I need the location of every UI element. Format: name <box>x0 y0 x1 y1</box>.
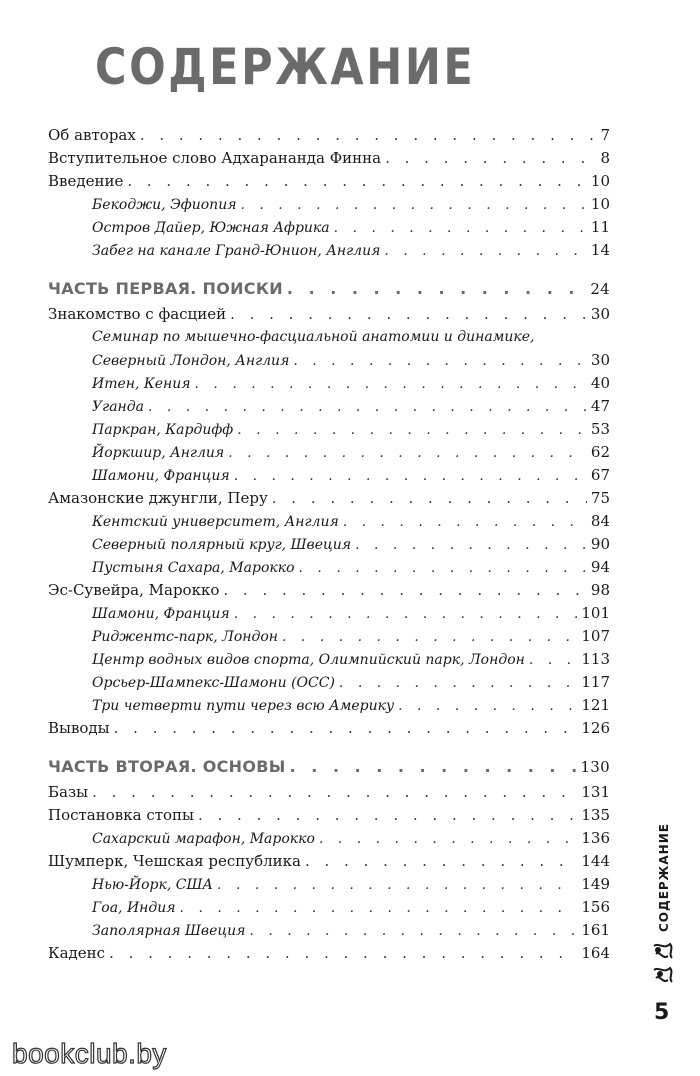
dot-leader <box>217 874 577 897</box>
dot-leader <box>287 274 586 303</box>
toc-entry-page: 24 <box>590 280 610 298</box>
dot-leader <box>299 557 587 580</box>
toc-subentry <box>48 648 610 671</box>
dot-leader <box>385 147 596 170</box>
dot-leader <box>92 781 577 804</box>
toc-entry-page: 107 <box>581 627 610 645</box>
section-gap <box>48 262 610 274</box>
toc-entry-title: Постановка стопы <box>48 806 194 824</box>
toc-entry-title: Центр водных видов спорта, Олимпийский парк, Лондон <box>92 652 525 668</box>
table-of-contents <box>48 124 610 965</box>
dot-leader <box>290 752 577 781</box>
toc-entry-title: Риджентс-парк, Лондон <box>92 629 279 645</box>
toc-entry-title: Семинар по мышечно-фасциальной анатомии и динамике, <box>92 329 535 345</box>
toc-entry <box>48 487 610 510</box>
toc-entry <box>48 804 610 827</box>
dot-leader <box>282 626 577 649</box>
toc-subentry <box>48 533 610 556</box>
toc-entry-page: 8 <box>600 149 610 167</box>
toc-entry-title: Каденс <box>48 944 106 962</box>
toc-entry-title: Остров Дайер, Южная Африка <box>92 220 330 236</box>
dot-leader <box>198 804 577 827</box>
toc-entry-page: 121 <box>581 696 610 714</box>
toc-subentry <box>48 239 610 262</box>
toc-entry-page: 53 <box>590 420 610 438</box>
toc-subentry <box>48 349 610 372</box>
toc-entry-title: Три четверти пути через всю Америку <box>92 698 395 714</box>
toc-entry-title: Шамони, Франция <box>92 468 230 484</box>
toc-entry-page: 10 <box>590 172 610 190</box>
running-header-vertical: СОДЕРЖАНИЕ <box>657 823 671 932</box>
toc-subentry <box>48 694 610 717</box>
toc-entry-title: Шумперк, Чешская республика <box>48 852 301 870</box>
toc-entry <box>48 850 610 873</box>
toc-entry-page: 67 <box>590 466 610 484</box>
toc-subentry <box>48 827 610 850</box>
toc-entry-title: Бекоджи, Эфиопия <box>92 197 237 213</box>
toc-subentry <box>48 873 610 896</box>
dot-leader <box>223 579 587 602</box>
toc-subentry <box>48 919 610 942</box>
watermark: bookclub.by <box>12 1038 167 1069</box>
toc-entry <box>48 124 610 147</box>
toc-entry-title: Сахарский марафон, Марокко <box>92 831 315 847</box>
dot-leader <box>114 717 578 740</box>
toc-entry-page: 7 <box>600 126 610 144</box>
dot-leader <box>334 217 587 240</box>
toc-part-heading <box>48 752 610 781</box>
dot-leader <box>237 419 587 442</box>
page-number: 5 <box>654 1000 670 1025</box>
toc-entry-page: 94 <box>590 558 610 576</box>
dot-leader <box>319 828 577 851</box>
toc-subentry <box>48 441 610 464</box>
toc-subentry <box>48 326 610 349</box>
dot-leader <box>109 942 577 965</box>
toc-entry-page: 117 <box>581 673 610 691</box>
dot-leader <box>249 920 577 943</box>
toc-entry-page: 84 <box>590 512 610 530</box>
dot-leader <box>228 442 587 465</box>
toc-entry-title: Итен, Кения <box>92 376 191 392</box>
toc-subentry <box>48 510 610 533</box>
toc-entry-page: 40 <box>590 374 610 392</box>
toc-entry-page: 11 <box>590 218 610 236</box>
toc-entry-page: 30 <box>590 351 610 369</box>
toc-entry-title: Паркран, Кардифф <box>92 422 234 438</box>
dot-leader <box>234 465 587 488</box>
toc-subentry <box>48 896 610 919</box>
toc-entry-title: Вступительное слово Адхарананда Финна <box>48 149 382 167</box>
toc-entry-title: Пустыня Сахара, Марокко <box>92 560 295 576</box>
dot-leader <box>398 695 577 718</box>
toc-entry-title: Базы <box>48 783 89 801</box>
dot-leader <box>343 511 587 534</box>
toc-entry-title: Кентский университет, Англия <box>92 514 339 530</box>
toc-subentry <box>48 464 610 487</box>
toc-entry-page: 126 <box>581 719 610 737</box>
toc-entry-title: Нью-Йорк, США <box>92 877 214 893</box>
toc-entry-title: Знакомство с фасцией <box>48 305 227 323</box>
toc-entry <box>48 147 610 170</box>
toc-entry-title: Заполярная Швеция <box>92 923 246 939</box>
toc-entry-title: Об авторах <box>48 126 136 144</box>
dot-leader <box>529 649 578 672</box>
toc-subentry <box>48 671 610 694</box>
section-gap <box>48 740 610 752</box>
toc-entry <box>48 303 610 326</box>
toc-entry-title: Шамони, Франция <box>92 606 230 622</box>
toc-entry-page: 135 <box>581 806 610 824</box>
toc-entry-title: Амазонские джунгли, Перу <box>48 489 268 507</box>
toc-entry-page: 130 <box>580 758 610 776</box>
toc-entry-page: 131 <box>581 783 610 801</box>
toc-entry-page: 14 <box>590 241 610 259</box>
toc-subentry <box>48 395 610 418</box>
toc-entry <box>48 170 610 193</box>
toc-entry-title: Северный Лондон, Англия <box>92 353 290 369</box>
toc-entry <box>48 781 610 804</box>
publisher-logo-icon <box>650 940 678 990</box>
toc-part-heading <box>48 274 610 303</box>
toc-entry-page: 136 <box>581 829 610 847</box>
dot-leader <box>234 603 578 626</box>
toc-entry-title: Йоркшир, Англия <box>92 445 225 461</box>
toc-entry-title: Введение <box>48 172 124 190</box>
toc-entry-page: 75 <box>590 489 610 507</box>
toc-entry-title: ЧАСТЬ ПЕРВАЯ. ПОИСКИ <box>48 279 283 298</box>
toc-entry-page: 30 <box>590 305 610 323</box>
toc-subentry <box>48 372 610 395</box>
toc-subentry <box>48 193 610 216</box>
dot-leader <box>148 396 587 419</box>
page-title: СОДЕРЖАНИЕ <box>95 38 476 96</box>
toc-entry-title: Гоа, Индия <box>92 900 176 916</box>
toc-entry-title: Эс-Сувейра, Марокко <box>48 581 220 599</box>
toc-entry-title: Забег на канале Гранд-Юнион, Англия <box>92 243 381 259</box>
toc-entry-title: Уганда <box>92 399 144 415</box>
toc-subentry <box>48 216 610 239</box>
toc-entry-page: 101 <box>581 604 610 622</box>
toc-entry-page: 144 <box>581 852 610 870</box>
toc-subentry <box>48 625 610 648</box>
toc-entry-page: 62 <box>590 443 610 461</box>
toc-entry-page: 90 <box>590 535 610 553</box>
dot-leader <box>230 303 587 326</box>
toc-entry-title: Северный полярный круг, Швеция <box>92 537 352 553</box>
dot-leader <box>384 240 587 263</box>
dot-leader <box>305 850 577 873</box>
dot-leader <box>293 350 587 373</box>
dot-leader <box>195 373 587 396</box>
dot-leader <box>180 897 578 920</box>
toc-entry-page: 161 <box>581 921 610 939</box>
dot-leader <box>355 534 587 557</box>
toc-entry-page: 164 <box>581 944 610 962</box>
toc-entry-page: 156 <box>581 898 610 916</box>
dot-leader <box>272 487 587 510</box>
dot-leader <box>140 124 597 147</box>
toc-subentry <box>48 556 610 579</box>
toc-entry-title: ЧАСТЬ ВТОРАЯ. ОСНОВЫ <box>48 757 286 776</box>
toc-subentry <box>48 418 610 441</box>
toc-entry <box>48 717 610 740</box>
toc-entry-page: 113 <box>581 650 610 668</box>
toc-entry-page: 47 <box>590 397 610 415</box>
toc-entry <box>48 942 610 965</box>
toc-subentry <box>48 602 610 625</box>
toc-entry-page: 98 <box>590 581 610 599</box>
toc-entry-page: 10 <box>590 195 610 213</box>
dot-leader <box>240 194 586 217</box>
dot-leader <box>127 170 587 193</box>
toc-entry-page: 149 <box>581 875 610 893</box>
toc-entry-title: Орсьер-Шампекс-Шамони (OCC) <box>92 675 335 691</box>
toc-entry-title: Выводы <box>48 719 110 737</box>
dot-leader <box>339 672 577 695</box>
toc-entry <box>48 579 610 602</box>
